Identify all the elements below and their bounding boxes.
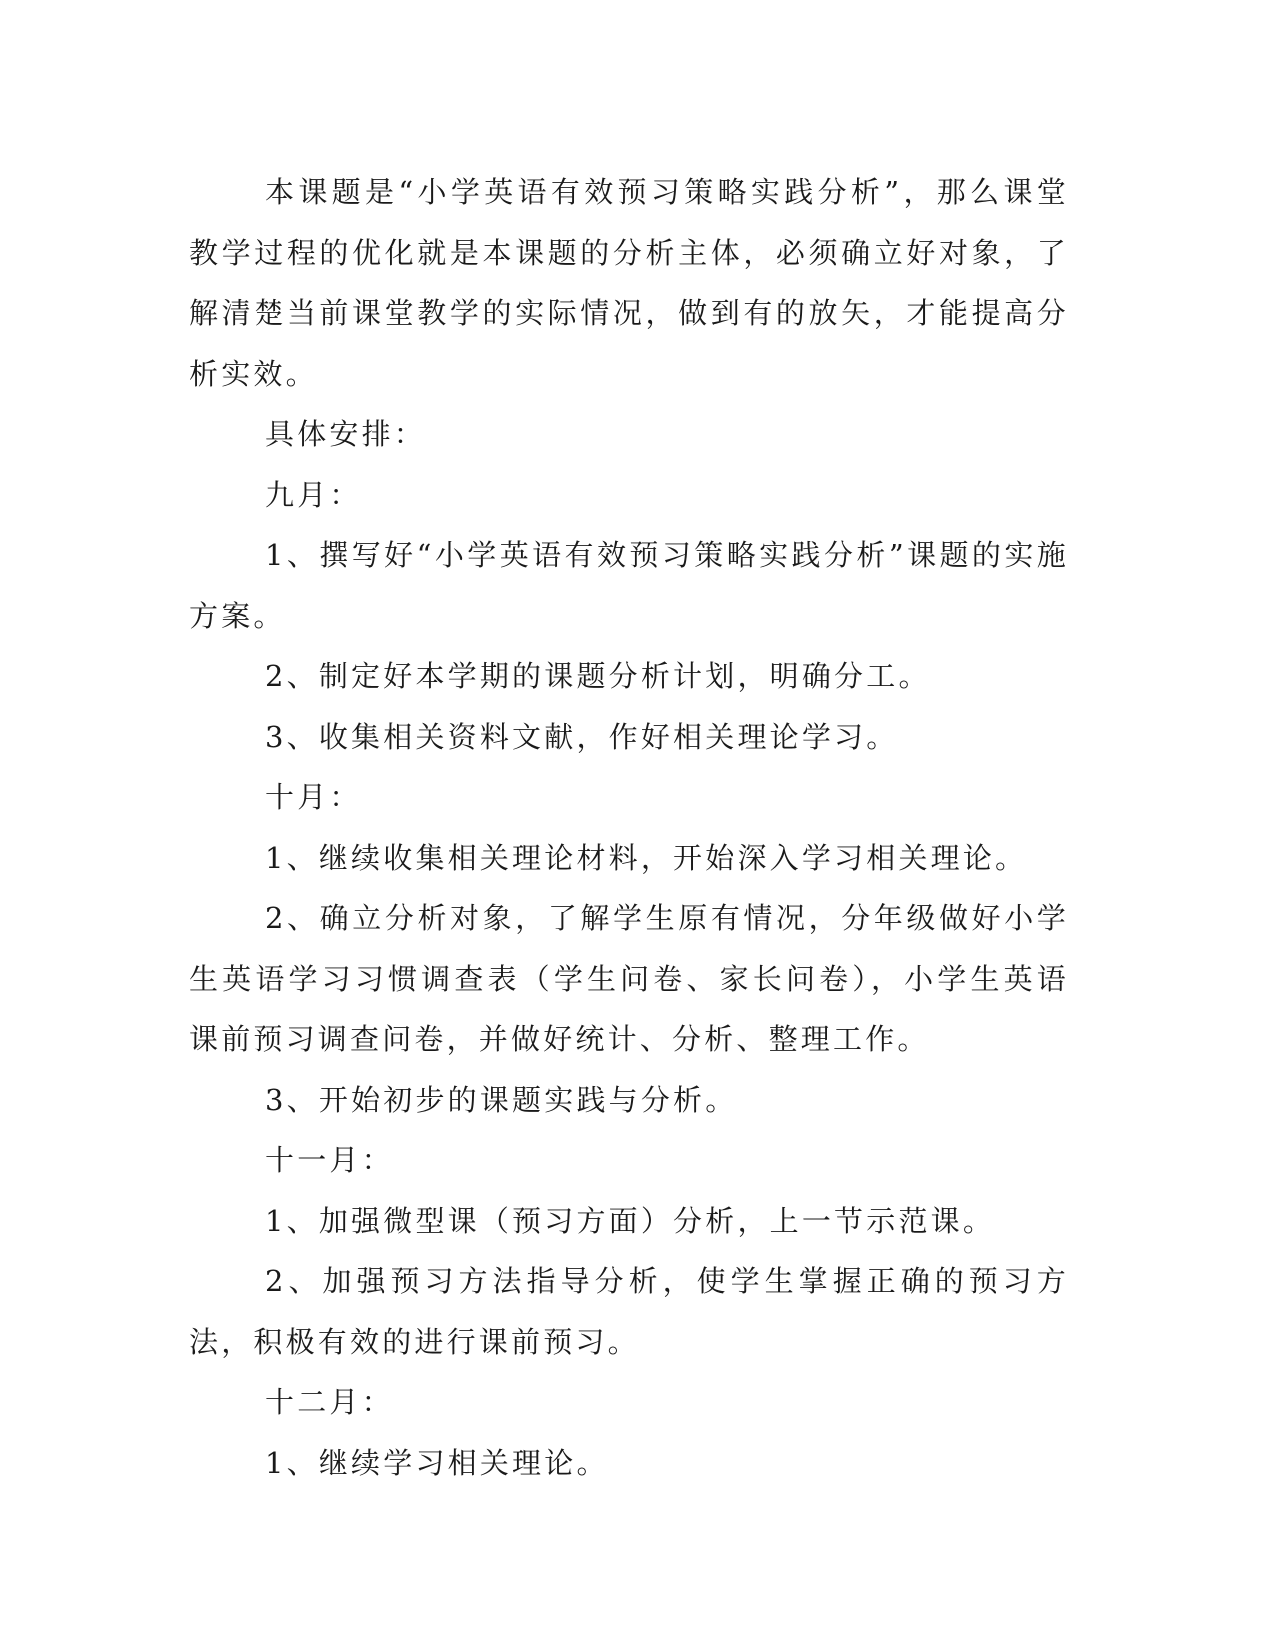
document-body (189, 162, 1069, 1493)
paragraph-november-item-1: 1、加强微型课（预习方面）分析，上一节示范课。 (265, 1203, 996, 1238)
paragraph-october-item-3: 3、开始初步的课题实践与分析。 (265, 1082, 738, 1117)
paragraph-month-november: 十一月： (265, 1143, 394, 1177)
paragraph-october-item-1: 1、继续收集相关理论材料，开始深入学习相关理论。 (265, 840, 1028, 875)
paragraph-month-december: 十二月： (265, 1385, 394, 1419)
paragraph-november-item-2: 2、加强预习方法指导分析，使学生掌握正确的预习方法，积极有效的进行课前预习。 (189, 1264, 1069, 1359)
paragraph-september-item-3: 3、收集相关资料文献，作好相关理论学习。 (265, 719, 899, 754)
paragraph-intro: 本课题是“小学英语有效预习策略实践分析”，那么课堂教学过程的优化就是本课题的分析主体，必须确立好对象，了解清楚当前课堂教学的实际情况，做到有的放矢，才能提高分析实效。 (189, 175, 1069, 391)
paragraph-month-september: 九月： (265, 477, 362, 512)
paragraph-month-october: 十月： (265, 780, 362, 814)
paragraph-september-item-2: 2、制定好本学期的课题分析计划，明确分工。 (265, 659, 931, 693)
paragraph-december-item-1: 1、继续学习相关理论。 (265, 1445, 609, 1480)
paragraph-schedule-heading: 具体安排： (265, 417, 427, 451)
paragraph-september-item-1: 1、撰写好“小学英语有效预习策略实践分析”课题的实施方案。 (189, 538, 1069, 633)
paragraph-october-item-2: 2、确立分析对象，了解学生原有情况，分年级做好小学生英语学习习惯调查表（学生问卷、家长问卷），小学生英语课前预习调查问卷，并做好统计、分析、整理工作。 (189, 901, 1069, 1056)
